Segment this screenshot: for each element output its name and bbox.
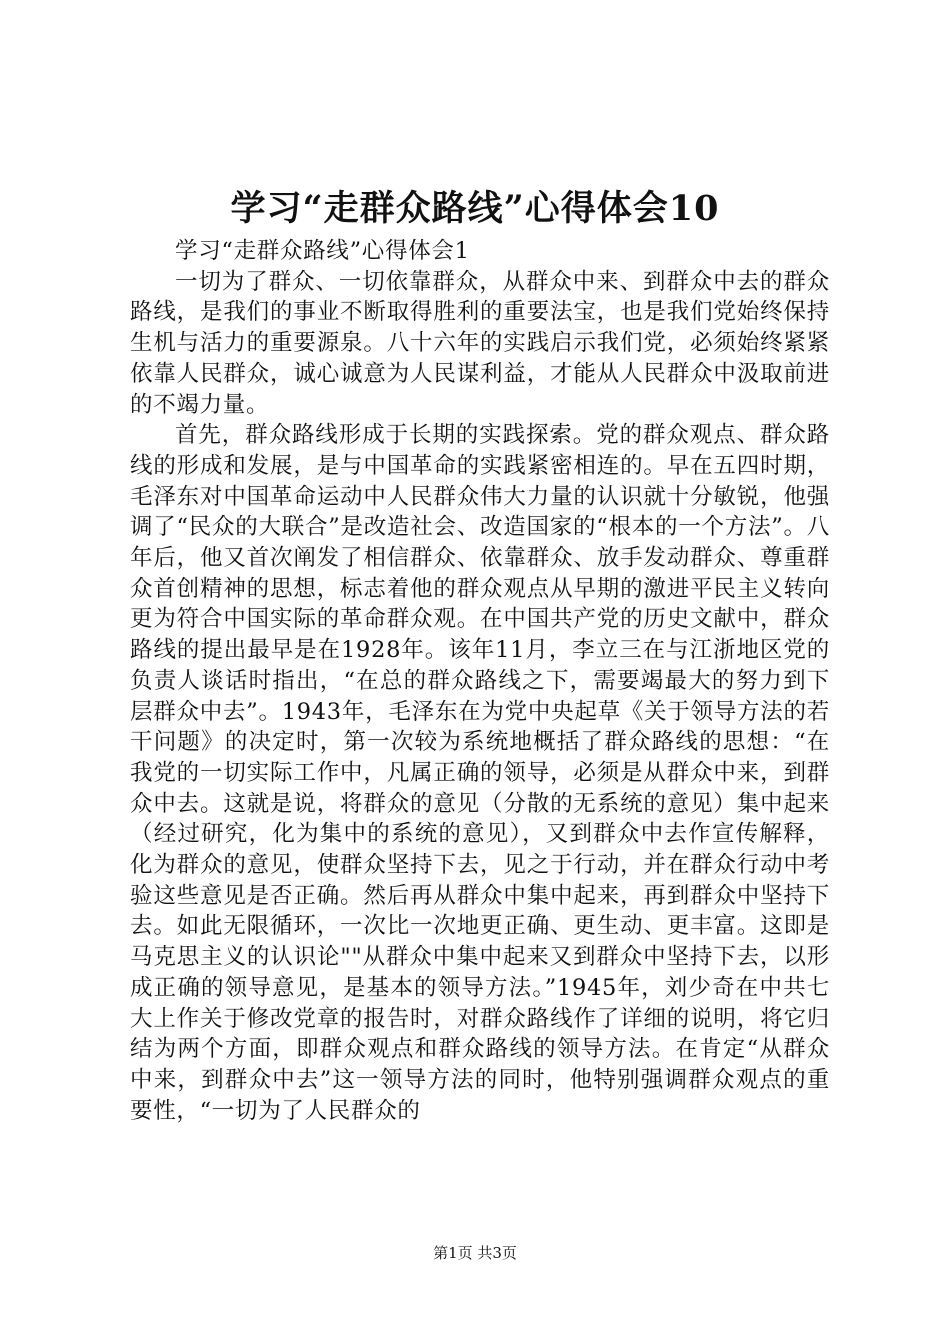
paragraph-intro: 一切为了群众、一切依靠群众，从群众中来、到群众中去的群众路线，是我们的事业不断取得胜利的重要法宝，也是我们党始终保持生机与活力的重要源泉。八十六年的实践启示我们党，必须始终紧紧依靠人民群众，诚心诚意为人民谋利益，才能从人民群众中汲取前进的不竭力量。	[130, 268, 830, 418]
paragraph-history: 首先，群众路线形成于长期的实践探索。党的群众观点、群众路线的形成和发展，是与中国革命的实践紧密相连的。早在五四时期，毛泽东对中国革命运动中人民群众伟大力量的认识就十分敏锐，他强调了“民众的大联合”是改造社会、改造国家的“根本的一个方法”。八年后，他又首次阐发了相信群众、依靠群众、放手发动群众、尊重群众首创精神的思想，标志着他的群众观点从早期的激进平民主义转向更为符合中国实际的革命群众观。在中国共产党的历史文献中，群众路线的提出最早是在1928年。该年11月，李立三在与江浙地区党的负责人谈话时指出，“在总的群众路线之下，需要竭最大的努力到下层群众中去”。1943年，毛泽东在为党中央起草《关于领导方法的若干问题》的决定时，第一次较为系统地概括了群众路线的思想：“在我党的一切实际工作中，凡属正确的领导，必须是从群众中来，到群众中去。这就是说，将群众的意见（分散的无系统的意见）集中起来（经过研究，化为集中的系统的意见），又到群众中去作宣传解释，化为群众的意见，使群众坚持下去，见之于行动，并在群众行动中考验这些意见是否正确。然后再从群众中集中起来，再到群众中坚持下去。如此无限循环，一次比一次地更正确、更生动、更丰富。这即是马克思主义的认识论""从群众中集中起来又到群众中坚持下去，以形成正确的领导意见，是基本的领导方法。”1945年，刘少奇在中共七大上作关于修改党章的报告时，对群众路线作了详细的说明，将它归结为两个方面，即群众观点和群众路线的领导方法。在肯定“从群众中来，到群众中去”这一领导方法的同时，他特别强调群众观点的重要性，“一切为了人民群众的	[130, 422, 830, 1124]
page-footer	[0, 1243, 950, 1263]
document-body	[130, 236, 830, 1126]
document-title: 学习“走群众路线”心得体会10	[230, 188, 720, 229]
section-heading: 学习“走群众路线”心得体会1	[175, 238, 470, 264]
page-number: 第1页 共3页	[433, 1244, 517, 1262]
